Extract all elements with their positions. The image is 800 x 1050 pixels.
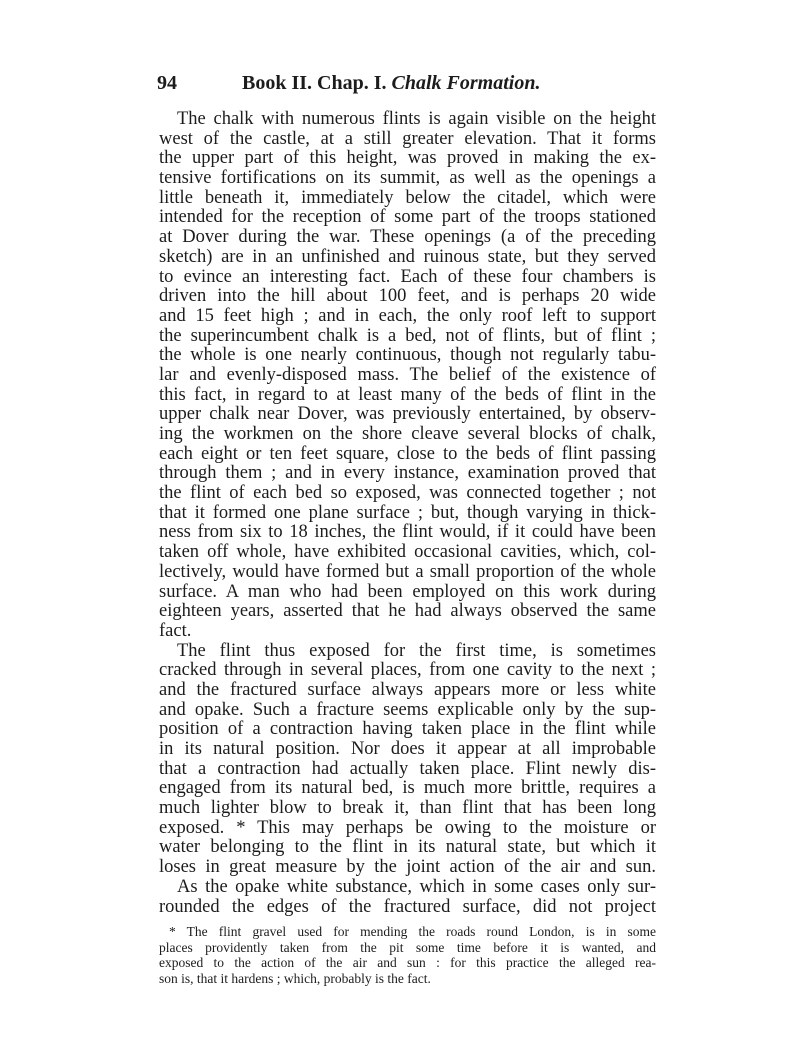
body-line: at Dover during the war. These openings (a of the preceding	[159, 227, 656, 248]
body-line: through them ; and in every instance, examination proved that	[159, 463, 656, 484]
body-line: ing the workmen on the shore cleave several blocks of chalk,	[159, 424, 656, 444]
body-line: driven into the hill about 100 feet, and is perhaps 20 wide	[159, 286, 656, 307]
body-line: much lighter blow to break it, than flint that has been long	[159, 798, 656, 819]
body-line: upper chalk near Dover, was previously entertained, by observ-	[159, 404, 656, 425]
running-header	[157, 72, 657, 102]
body-line: the whole is one nearly continuous, though not regularly tabu-	[159, 345, 656, 366]
body-line: The chalk with numerous flints is again visible on the height	[177, 109, 656, 129]
running-head-title: Chalk Formation.	[391, 72, 541, 94]
body-line: ness from six to 18 inches, the flint would, if it could have been	[159, 522, 656, 543]
body-line: lar and evenly-disposed mass. The belief of the existence of	[159, 364, 656, 385]
body-line: exposed. * This may perhaps be owing to the moisture or	[159, 817, 656, 838]
body-line: and opake. Such a fracture seems explicable only by the sup-	[159, 699, 656, 720]
body-line: lectively, would have formed but a small proportion of the whole	[159, 561, 656, 582]
running-head-book-chapter: Book II. Chap. I.	[242, 72, 387, 94]
body-line: to evince an interesting fact. Each of these four chambers is	[159, 266, 656, 287]
body-line: the upper part of this height, was proved in making the ex-	[159, 148, 656, 169]
body-line: intended for the reception of some part of the troops stationed	[159, 207, 656, 228]
body-line: that a contraction had actually taken place. Flint newly dis-	[159, 758, 656, 779]
body-line: and the fractured surface always appears more or less white	[159, 679, 656, 700]
body-line: sketch) are in an unfinished and ruinous state, but they served	[159, 246, 656, 267]
body-line: engaged from its natural bed, is much more brittle, requires a	[159, 778, 656, 799]
body-line: the flint of each bed so exposed, was connected together ; not	[159, 483, 656, 504]
body-line: eighteen years, asserted that he had always observed the same	[159, 601, 656, 622]
body-line: fact.	[159, 620, 192, 641]
footnote-line: places providently taken from the pit some time before it is wanted, and	[159, 939, 656, 955]
body-line: the superincumbent chalk is a bed, not of flints, but of flint ;	[159, 325, 656, 346]
body-line: taken off whole, have exhibited occasional cavities, which, col-	[159, 542, 656, 563]
body-line: loses in great measure by the joint action of the air and sun.	[159, 857, 656, 878]
body-line: cracked through in several places, from one cavity to the next ;	[159, 660, 656, 681]
body-line: position of a contraction having taken place in the flint while	[159, 719, 656, 740]
body-line: water belonging to the flint in its natural state, but which it	[159, 837, 656, 858]
body-line: rounded the edges of the fractured surface, did not project	[159, 896, 656, 917]
footnote-line: exposed to the action of the air and sun : for this practice the alleged rea-	[159, 955, 656, 971]
footnote-line: * The flint gravel used for mending the roads round London, is in some	[169, 924, 656, 939]
body-line: west of the castle, at a still greater elevation. That it forms	[159, 128, 656, 149]
body-line: little beneath it, immediately below the citadel, which were	[159, 187, 656, 208]
body-line: each eight or ten feet square, close to the beds of flint passing	[159, 443, 656, 464]
body-line: surface. A man who had been employed on this work during	[159, 581, 656, 602]
body-line: that it formed one plane surface ; but, though varying in thick-	[159, 502, 656, 523]
body-line: tensive fortifications on its summit, as well as the openings a	[159, 168, 656, 189]
page-number: 94	[157, 72, 177, 94]
body-line: The flint thus exposed for the first time, is sometimes	[177, 640, 656, 661]
running-head	[242, 72, 540, 95]
body-line: As the opake white substance, which in some cases only sur-	[177, 876, 656, 897]
footnote	[159, 924, 656, 986]
footnote-line: son is, that it hardens ; which, probably is the fact.	[159, 970, 431, 986]
body-text	[159, 110, 656, 917]
body-line: and 15 feet high ; and in each, the only roof left to support	[159, 305, 656, 326]
body-line: in its natural position. Nor does it appear at all improbable	[159, 739, 656, 759]
body-line: this fact, in regard to at least many of the beds of flint in the	[159, 384, 656, 405]
